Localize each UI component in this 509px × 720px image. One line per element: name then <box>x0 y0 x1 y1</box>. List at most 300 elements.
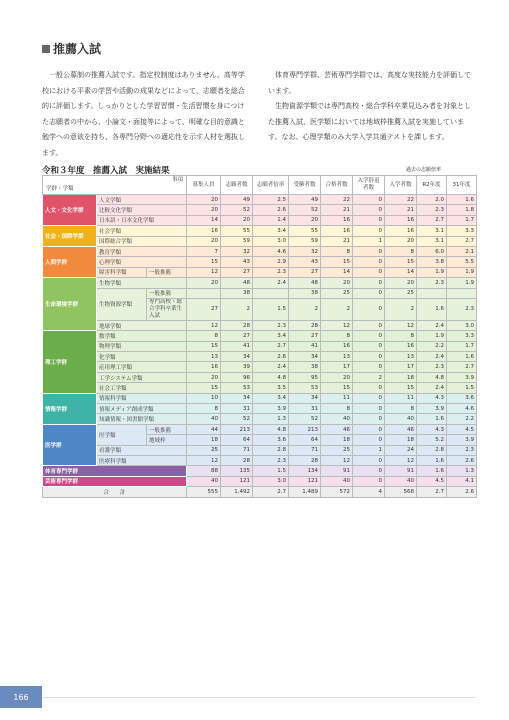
value-cell: 15 <box>187 341 221 351</box>
value-cell: 38 <box>289 362 321 372</box>
value-cell: 14 <box>385 267 417 277</box>
value-cell: 3.6 <box>253 435 289 445</box>
value-cell: 3.6 <box>447 393 477 403</box>
value-cell: 3.0 <box>253 236 289 246</box>
value-cell: 32 <box>289 246 321 256</box>
value-cell: 4.5 <box>417 476 447 486</box>
admission-type: 一般推薦 <box>147 267 187 277</box>
footer-rule <box>42 697 476 698</box>
value-cell: 40 <box>385 414 417 424</box>
value-cell: 11 <box>321 393 353 403</box>
department-name: 心理学類 <box>97 257 187 267</box>
table-row <box>43 362 477 372</box>
value-cell <box>447 288 477 298</box>
value-cell: 55 <box>289 226 321 236</box>
column-header: 志願者数 <box>221 176 253 195</box>
value-cell: 1.8 <box>447 205 477 215</box>
value-cell: 0 <box>353 331 385 341</box>
value-cell: 59 <box>289 236 321 246</box>
value-cell: 121 <box>289 476 321 486</box>
value-cell: 4.1 <box>447 476 477 486</box>
value-cell: 12 <box>321 320 353 330</box>
value-cell: 25 <box>187 445 221 455</box>
value-cell: 1.5 <box>253 466 289 476</box>
value-cell: 34 <box>221 393 253 403</box>
value-cell: 2.8 <box>253 445 289 455</box>
department-name: 国際総合学類 <box>97 236 187 246</box>
faculty-label: 理工学群 <box>43 331 97 393</box>
value-cell: 40 <box>187 476 221 486</box>
value-cell: 13 <box>187 352 221 362</box>
value-cell: 2.3 <box>417 362 447 372</box>
value-cell: 41 <box>221 341 253 351</box>
value-cell: 1.6 <box>417 466 447 476</box>
value-cell: 12 <box>187 267 221 277</box>
value-cell: 20 <box>385 236 417 246</box>
department-name: 応用理工学類 <box>97 362 187 372</box>
value-cell: 28 <box>289 320 321 330</box>
value-cell: 2.1 <box>447 246 477 256</box>
value-cell: 46 <box>385 424 417 434</box>
value-cell: 4.3 <box>417 424 447 434</box>
value-cell: 25 <box>321 288 353 298</box>
value-cell: 2.4 <box>417 352 447 362</box>
value-cell: 1.7 <box>447 215 477 225</box>
department-name: 障害科学類 <box>97 267 147 277</box>
value-cell: 2.4 <box>253 362 289 372</box>
value-cell: 0 <box>353 246 385 256</box>
department-name: 化学類 <box>97 352 187 362</box>
table-row <box>43 404 477 414</box>
column-header: 入学者数 <box>385 176 417 195</box>
value-cell: 2.7 <box>417 215 447 225</box>
value-cell: 40 <box>385 476 417 486</box>
value-cell: 1 <box>353 445 385 455</box>
department-name: 人文学類 <box>97 195 187 205</box>
value-cell: 3.9 <box>253 404 289 414</box>
value-cell: 16 <box>321 226 353 236</box>
value-cell: 17 <box>385 362 417 372</box>
value-cell: 41 <box>289 341 321 351</box>
value-cell: 25 <box>321 445 353 455</box>
value-cell <box>253 288 289 298</box>
value-cell: 0 <box>353 288 385 298</box>
paragraph: 体育専門学群、芸術専門学群では、高度な実技能力を評価しています。 <box>268 71 471 95</box>
table-row <box>43 414 477 424</box>
table-row <box>43 226 477 236</box>
value-cell: 0 <box>353 393 385 403</box>
value-cell: 20 <box>187 236 221 246</box>
table-row <box>43 257 477 267</box>
value-cell: 13 <box>385 352 417 362</box>
value-cell: 17 <box>321 362 353 372</box>
value-cell: 4.6 <box>253 246 289 256</box>
value-cell: 1.3 <box>253 414 289 424</box>
value-cell: 11 <box>385 393 417 403</box>
value-cell: 2.2 <box>417 341 447 351</box>
value-cell: 31 <box>221 404 253 414</box>
total-value-cell: 555 <box>187 487 221 497</box>
total-value-cell: 2.6 <box>447 487 477 497</box>
table-row <box>43 278 477 288</box>
value-cell: 52 <box>289 414 321 424</box>
value-cell: 28 <box>221 320 253 330</box>
value-cell: 55 <box>221 226 253 236</box>
department-name: 地球学類 <box>97 320 187 330</box>
value-cell: 8 <box>385 246 417 256</box>
value-cell: 2.2 <box>447 414 477 424</box>
value-cell: 16 <box>187 362 221 372</box>
value-cell: 2 <box>221 298 253 320</box>
column-header: R2年度 <box>417 176 447 195</box>
value-cell: 0 <box>353 466 385 476</box>
faculty-label: 体育専門学群 <box>43 466 187 476</box>
header-row <box>43 176 477 195</box>
department-name: 社会学類 <box>97 226 187 236</box>
value-cell: 3.9 <box>447 372 477 382</box>
value-cell: 135 <box>221 466 253 476</box>
value-cell: 1.9 <box>417 331 447 341</box>
value-cell: 21 <box>385 205 417 215</box>
value-cell: 15 <box>321 257 353 267</box>
table-row <box>43 445 477 455</box>
value-cell: 1.9 <box>417 267 447 277</box>
value-cell: 0 <box>353 383 385 393</box>
value-cell: 31 <box>289 404 321 414</box>
table-row <box>43 246 477 256</box>
value-cell: 12 <box>187 455 221 465</box>
table-row <box>43 352 477 362</box>
admission-type: 地域枠 <box>147 435 187 445</box>
table-row <box>43 205 477 215</box>
intro-paragraph-left <box>42 68 250 161</box>
value-cell: 2.3 <box>447 298 477 320</box>
value-cell: 53 <box>221 383 253 393</box>
value-cell: 13 <box>321 352 353 362</box>
faculty-label: 人間学群 <box>43 246 97 277</box>
value-cell: 0 <box>353 414 385 424</box>
value-cell: 1.5 <box>253 298 289 320</box>
table-row <box>43 341 477 351</box>
value-cell: 27 <box>289 267 321 277</box>
value-cell: 213 <box>221 424 253 434</box>
value-cell: 20 <box>221 215 253 225</box>
table-row <box>43 195 477 205</box>
value-cell: 121 <box>221 476 253 486</box>
value-cell: 2.3 <box>417 205 447 215</box>
value-cell: 24 <box>385 445 417 455</box>
total-row <box>43 487 477 497</box>
admission-type: 専門高校・総合学科卒業生入試 <box>147 298 187 320</box>
value-cell: 2.7 <box>447 236 477 246</box>
table-row <box>43 476 477 486</box>
value-cell: 0 <box>353 257 385 267</box>
value-cell: 40 <box>321 414 353 424</box>
value-cell: 48 <box>289 278 321 288</box>
section-title <box>42 40 101 57</box>
table-row <box>43 331 477 341</box>
value-cell: 2.7 <box>253 341 289 351</box>
value-cell: 21 <box>321 236 353 246</box>
value-cell: 52 <box>221 205 253 215</box>
value-cell: 34 <box>221 352 253 362</box>
value-cell: 16 <box>321 341 353 351</box>
value-cell: 49 <box>221 195 253 205</box>
value-cell: 43 <box>289 257 321 267</box>
department-name: 社会工学類 <box>97 383 187 393</box>
table-row <box>43 320 477 330</box>
faculty-label: 医学群 <box>43 424 97 466</box>
value-cell: 2.3 <box>417 278 447 288</box>
value-cell: 25 <box>385 288 417 298</box>
department-name: 生物学類 <box>97 278 187 288</box>
value-cell: 2 <box>385 298 417 320</box>
value-cell: 0 <box>353 424 385 434</box>
total-value-cell: 2.7 <box>417 487 447 497</box>
value-cell: 27 <box>221 267 253 277</box>
faculty-label: 社会・国際学群 <box>43 226 97 247</box>
value-cell: 2.3 <box>447 445 477 455</box>
section-bullet-icon <box>42 45 50 53</box>
value-cell: 3.4 <box>253 331 289 341</box>
department-name: 生物資源学類 <box>97 288 147 320</box>
admission-results-table <box>42 175 477 498</box>
value-cell: 2.8 <box>417 445 447 455</box>
value-cell: 28 <box>221 455 253 465</box>
total-label: 合 計 <box>43 487 187 497</box>
value-cell: 18 <box>187 435 221 445</box>
value-cell: 12 <box>385 455 417 465</box>
value-cell: 16 <box>187 226 221 236</box>
total-value-cell: 1,492 <box>221 487 253 497</box>
table-row <box>43 424 477 434</box>
value-cell: 44 <box>187 424 221 434</box>
value-cell: 40 <box>321 476 353 486</box>
department-name: 医療科学類 <box>97 455 187 465</box>
value-cell: 2.4 <box>253 278 289 288</box>
value-cell: 16 <box>385 341 417 351</box>
value-cell: 96 <box>221 372 253 382</box>
value-cell: 3.5 <box>253 383 289 393</box>
value-cell: 43 <box>221 257 253 267</box>
corner-top-label: 事項 <box>172 177 184 183</box>
value-cell: 28 <box>289 455 321 465</box>
value-cell: 2.6 <box>253 205 289 215</box>
section-title-text: 推薦入試 <box>53 42 102 56</box>
value-cell: 22 <box>385 195 417 205</box>
faculty-label: 人文・文化学群 <box>43 195 97 226</box>
value-cell: 14 <box>321 267 353 277</box>
value-cell: 18 <box>385 435 417 445</box>
value-cell: 2.6 <box>253 352 289 362</box>
department-name: 工学システム学類 <box>97 372 187 382</box>
value-cell: 3.3 <box>447 331 477 341</box>
value-cell: 15 <box>385 257 417 267</box>
value-cell: 64 <box>289 435 321 445</box>
value-cell: 8 <box>385 404 417 414</box>
value-cell: 40 <box>187 414 221 424</box>
column-header: 募集人員 <box>187 176 221 195</box>
value-cell: 53 <box>289 383 321 393</box>
value-cell: 52 <box>289 205 321 215</box>
paragraph: 一般公募制の推薦入試です。指定校制度はありません。高等学校における平素の学習や活動の成果などによって、志願者を総合的に評価します。しっかりとした学習習慣・生活習慣を身につけた志願者の中から、小論文・面接等によって、明確な目的意識と勉学への意欲を持ち、各専門分野への適応性を示す人材を選抜します。 <box>42 71 245 157</box>
value-cell: 34 <box>289 393 321 403</box>
value-cell: 2.5 <box>253 195 289 205</box>
department-name: 物理学類 <box>97 341 187 351</box>
intro-paragraph-right <box>268 68 476 146</box>
value-cell: 95 <box>289 372 321 382</box>
value-cell: 20 <box>385 278 417 288</box>
value-cell: 18 <box>385 372 417 382</box>
page-number: 166 <box>0 686 42 708</box>
table-row <box>43 267 477 277</box>
value-cell: 27 <box>187 298 221 320</box>
value-cell: 3.4 <box>253 393 289 403</box>
value-cell: 3.9 <box>447 435 477 445</box>
value-cell: 6.0 <box>417 246 447 256</box>
value-cell: 48 <box>221 278 253 288</box>
column-header: 受験者数 <box>289 176 321 195</box>
value-cell: 2.7 <box>447 362 477 372</box>
value-cell: 2.6 <box>447 455 477 465</box>
value-cell: 1.6 <box>417 414 447 424</box>
value-cell: 15 <box>321 383 353 393</box>
department-name: 情報メディア創成学類 <box>97 404 187 414</box>
value-cell: 3.3 <box>447 226 477 236</box>
value-cell: 3.0 <box>253 476 289 486</box>
value-cell: 2.0 <box>417 195 447 205</box>
admission-type: 一般推薦 <box>147 288 187 298</box>
value-cell: 2 <box>321 298 353 320</box>
total-value-cell: 4 <box>353 487 385 497</box>
value-cell: 2.9 <box>253 257 289 267</box>
value-cell: 0 <box>353 226 385 236</box>
value-cell: 1.6 <box>417 298 447 320</box>
value-cell: 0 <box>353 215 385 225</box>
total-value-cell: 572 <box>321 487 353 497</box>
value-cell: 0 <box>353 267 385 277</box>
value-cell: 20 <box>187 195 221 205</box>
value-cell: 8 <box>321 331 353 341</box>
value-cell: 16 <box>321 215 353 225</box>
value-cell: 12 <box>321 455 353 465</box>
value-cell: 8 <box>385 331 417 341</box>
value-cell <box>187 288 221 298</box>
table-row <box>43 466 477 476</box>
value-cell: 15 <box>187 383 221 393</box>
column-header: 31年度 <box>447 176 477 195</box>
department-name: 医学類 <box>97 424 147 445</box>
value-cell <box>417 288 447 298</box>
value-cell: 16 <box>385 215 417 225</box>
value-cell: 2 <box>289 298 321 320</box>
value-cell: 8 <box>187 331 221 341</box>
value-cell: 0 <box>353 205 385 215</box>
value-cell: 20 <box>187 372 221 382</box>
table-title: 令和３年度 推薦入試 実施結果 <box>42 166 170 176</box>
value-cell: 71 <box>289 445 321 455</box>
value-cell: 64 <box>221 435 253 445</box>
value-cell: 20 <box>289 215 321 225</box>
department-name: 教育学類 <box>97 246 187 256</box>
table-row <box>43 288 477 298</box>
value-cell: 1.6 <box>447 352 477 362</box>
value-cell: 1.6 <box>417 455 447 465</box>
value-cell: 5.2 <box>417 435 447 445</box>
value-cell: 8 <box>321 246 353 256</box>
value-cell: 21 <box>321 205 353 215</box>
value-cell: 2.3 <box>253 320 289 330</box>
value-cell: 1.9 <box>447 267 477 277</box>
total-value-cell: 1,489 <box>289 487 321 497</box>
value-cell: 2.3 <box>253 267 289 277</box>
value-cell: 8 <box>187 404 221 414</box>
value-cell: 59 <box>221 236 253 246</box>
value-cell: 0 <box>353 435 385 445</box>
value-cell: 3.0 <box>447 320 477 330</box>
value-cell: 4.8 <box>417 372 447 382</box>
value-cell: 20 <box>187 205 221 215</box>
table-row <box>43 215 477 225</box>
department-name: 比較文化学類 <box>97 205 187 215</box>
value-cell: 0 <box>353 320 385 330</box>
value-cell: 3.4 <box>253 226 289 236</box>
value-cell: 16 <box>385 226 417 236</box>
admission-type: 一般推薦 <box>147 424 187 434</box>
total-value-cell: 2.7 <box>253 487 289 497</box>
value-cell: 4.3 <box>417 393 447 403</box>
table-row <box>43 383 477 393</box>
value-cell: 2 <box>353 372 385 382</box>
value-cell: 1.9 <box>447 278 477 288</box>
department-name: 日本語・日本文化学類 <box>97 215 187 225</box>
value-cell: 14 <box>187 215 221 225</box>
value-cell: 91 <box>385 466 417 476</box>
department-name: 看護学類 <box>97 445 187 455</box>
value-cell: 22 <box>321 195 353 205</box>
value-cell: 32 <box>221 246 253 256</box>
value-cell: 88 <box>187 466 221 476</box>
faculty-label: 情報学群 <box>43 393 97 424</box>
table-row <box>43 393 477 403</box>
value-cell: 27 <box>289 331 321 341</box>
faculty-label: 生命環境学群 <box>43 278 97 331</box>
value-cell: 10 <box>187 393 221 403</box>
value-cell: 71 <box>221 445 253 455</box>
value-cell: 1.5 <box>447 383 477 393</box>
table-row <box>43 236 477 246</box>
value-cell: 0 <box>353 341 385 351</box>
value-cell: 4.5 <box>447 424 477 434</box>
value-cell: 15 <box>385 383 417 393</box>
table-row <box>43 372 477 382</box>
value-cell: 4.8 <box>253 372 289 382</box>
department-name: 知識情報・図書館学類 <box>97 414 187 424</box>
header-corner <box>43 176 187 195</box>
value-cell: 15 <box>187 257 221 267</box>
column-header: 合格者数 <box>321 176 353 195</box>
column-header: 志願者倍率 <box>253 176 289 195</box>
value-cell: 1.3 <box>447 466 477 476</box>
value-cell: 2.4 <box>417 320 447 330</box>
department-name: 数学類 <box>97 331 187 341</box>
corner-bottom-label: 学群・学類 <box>46 186 74 192</box>
faculty-label: 芸術専門学群 <box>43 476 187 486</box>
value-cell: 4.8 <box>253 424 289 434</box>
value-cell: 0 <box>353 455 385 465</box>
value-cell: 38 <box>289 288 321 298</box>
value-cell: 2.3 <box>253 455 289 465</box>
